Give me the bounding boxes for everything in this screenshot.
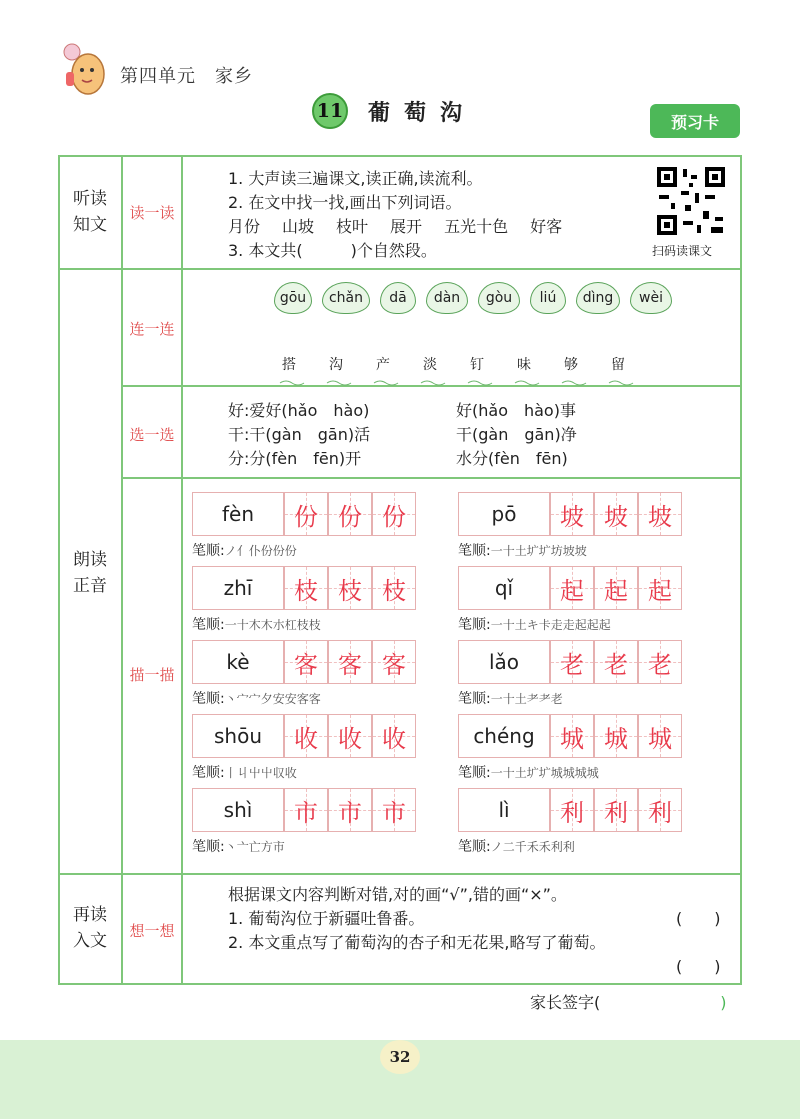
pinyin-leaf[interactable]: chǎn	[322, 282, 370, 314]
trace-character: 老	[648, 650, 672, 679]
trace-character: 枝	[294, 576, 318, 605]
think-instruction: 根据课文内容判断对错,对的画“√”,错的画“×”。	[228, 885, 567, 904]
subsection-trace-label: 描一描	[129, 666, 175, 684]
connect-character[interactable]: 钉	[470, 357, 484, 373]
stroke-label: 笔顺:	[458, 839, 491, 855]
pinyin-leaf[interactable]: liú	[530, 282, 566, 314]
lesson-title: 葡萄沟	[368, 99, 477, 126]
stroke-order	[192, 540, 416, 560]
tracing-box[interactable]	[638, 492, 682, 536]
connect-character[interactable]: 沟	[329, 357, 343, 373]
tracing-box[interactable]	[550, 566, 594, 610]
trace-character: 市	[382, 798, 406, 827]
think-question-1: 1. 葡萄沟位于新疆吐鲁番。	[228, 909, 425, 928]
tracing-box[interactable]	[328, 714, 372, 758]
pinyin-leaf[interactable]: gōu	[274, 282, 312, 314]
connect-character[interactable]: 搭	[282, 357, 296, 373]
trace-character: 利	[648, 798, 672, 827]
divider	[121, 477, 742, 479]
character-row	[274, 354, 633, 374]
qr-caption: 扫码读课文	[652, 244, 713, 258]
tracing-box[interactable]	[594, 788, 638, 832]
stroke-label: 笔顺:	[192, 617, 225, 633]
read-line-2: 2. 在文中找一找,画出下列词语。	[228, 193, 462, 212]
word-list	[228, 214, 562, 237]
stroke-order	[458, 836, 682, 856]
word: 枝叶	[336, 217, 369, 236]
word: 展开	[390, 217, 423, 236]
pinyin-box: kè	[192, 640, 284, 684]
tracing-box[interactable]	[594, 714, 638, 758]
trace-character: 起	[560, 576, 584, 605]
tracing-box[interactable]	[550, 714, 594, 758]
trace-item	[458, 714, 682, 782]
tracing-box[interactable]	[594, 492, 638, 536]
subsection-connect-label: 连一连	[129, 320, 175, 338]
choose-left-3[interactable]: 分:分(fèn fēn)开	[228, 449, 362, 468]
pinyin-box: fèn	[192, 492, 284, 536]
stroke-label: 笔顺:	[192, 543, 225, 559]
pinyin-leaf[interactable]: dā	[380, 282, 416, 314]
pinyin-box: lǎo	[458, 640, 550, 684]
pinyin-box: chéng	[458, 714, 550, 758]
stroke-order	[458, 688, 682, 708]
stroke-order	[458, 762, 682, 782]
trace-character: 客	[294, 650, 318, 679]
word: 五光十色	[444, 217, 509, 236]
trace-character: 份	[294, 502, 318, 531]
stroke-label: 笔顺:	[458, 765, 491, 781]
trace-item	[192, 566, 416, 634]
trace-character: 市	[294, 798, 318, 827]
trace-character: 份	[338, 502, 362, 531]
pinyin-box: shì	[192, 788, 284, 832]
stroke-label: 笔顺:	[192, 765, 225, 781]
pinyin-box: pō	[458, 492, 550, 536]
word: 月份	[228, 217, 261, 236]
signature-close: )	[720, 993, 727, 1012]
tracing-box[interactable]	[284, 640, 328, 684]
pinyin-box: shōu	[192, 714, 284, 758]
stroke-label: 笔顺:	[192, 691, 225, 707]
trace-character: 收	[294, 724, 318, 753]
tracing-box[interactable]	[372, 566, 416, 610]
read-line-1: 1. 大声读三遍课文,读正确,读流利。	[228, 169, 483, 188]
word: 山坡	[282, 217, 315, 236]
read-line-3-prefix: 3. 本文共(	[228, 241, 303, 260]
connect-character[interactable]: 留	[611, 357, 625, 373]
stroke-label: 笔顺:	[458, 617, 491, 633]
choose-left-2[interactable]: 干:干(gàn gān)活	[228, 425, 371, 444]
trace-character: 坡	[604, 502, 628, 531]
stroke-sequence: 丶宀宀夕安安客客	[224, 692, 321, 706]
answer-paren-1[interactable]: ( )	[676, 909, 721, 928]
trace-character: 份	[382, 502, 406, 531]
pinyin-box: lì	[458, 788, 550, 832]
read-line-3	[228, 238, 437, 261]
divider	[181, 155, 183, 985]
subsection-choose-label: 选一选	[129, 426, 175, 444]
lesson-number: 11	[312, 93, 348, 129]
stroke-sequence: ノ亻仆份份份	[224, 544, 297, 558]
tracing-box[interactable]	[550, 492, 594, 536]
subsection-think-label: 想一想	[129, 922, 175, 940]
trace-item	[458, 640, 682, 708]
tracing-box[interactable]	[328, 788, 372, 832]
connect-character[interactable]: 味	[517, 357, 531, 373]
choose-right-2[interactable]: 干(gàn gān)净	[456, 425, 577, 444]
trace-character: 老	[604, 650, 628, 679]
answer-paren-2[interactable]: ( )	[676, 957, 721, 976]
trace-character: 收	[382, 724, 406, 753]
tracing-box[interactable]	[550, 640, 594, 684]
pinyin-leaves	[274, 282, 672, 314]
stroke-sequence: ノ二千禾禾利利	[490, 840, 575, 854]
divider	[58, 873, 742, 875]
stroke-sequence: 一十木木朩杠枝枝	[224, 618, 321, 632]
tracing-box[interactable]	[638, 788, 682, 832]
preview-card-badge: 预习卡	[650, 104, 740, 138]
stroke-sequence: 一十土キ卡走走起起起	[490, 618, 611, 632]
stroke-label: 笔顺:	[192, 839, 225, 855]
tracing-box[interactable]	[284, 714, 328, 758]
pinyin-box: qǐ	[458, 566, 550, 610]
trace-item	[192, 492, 416, 560]
tracing-box[interactable]	[284, 492, 328, 536]
trace-character: 市	[338, 798, 362, 827]
trace-character: 城	[560, 724, 584, 753]
section-reread: 再读 入文	[73, 905, 107, 951]
lesson-heading	[312, 93, 476, 129]
signature-label: 家长签字(	[530, 993, 601, 1012]
pinyin-leaf[interactable]: dìng	[576, 282, 620, 314]
connect-character[interactable]: 够	[564, 357, 578, 373]
trace-item	[192, 640, 416, 708]
stroke-order	[192, 762, 416, 782]
choose-left-1[interactable]: 好:爱好(hǎo hào)	[228, 401, 370, 420]
leaf-decoration	[274, 372, 664, 380]
trace-character: 坡	[648, 502, 672, 531]
tracing-box[interactable]	[284, 788, 328, 832]
trace-item	[458, 566, 682, 634]
tracing-box[interactable]	[372, 492, 416, 536]
stroke-order	[458, 614, 682, 634]
tracing-box[interactable]	[372, 714, 416, 758]
section-read-aloud: 朗读 正音	[73, 550, 107, 596]
tracing-box[interactable]	[372, 640, 416, 684]
trace-character: 利	[560, 798, 584, 827]
trace-character: 起	[604, 576, 628, 605]
tracing-box[interactable]	[550, 788, 594, 832]
connect-character[interactable]: 产	[376, 357, 390, 373]
stroke-order	[192, 836, 416, 856]
trace-item	[192, 714, 416, 782]
pinyin-leaf[interactable]: dàn	[426, 282, 468, 314]
tracing-box[interactable]	[638, 714, 682, 758]
tracing-box[interactable]	[328, 640, 372, 684]
trace-character: 坡	[560, 502, 584, 531]
tracing-box[interactable]	[638, 640, 682, 684]
stroke-sequence: 一十土耂耂老	[490, 692, 563, 706]
stroke-label: 笔顺:	[458, 543, 491, 559]
think-question-2: 2. 本文重点写了葡萄沟的杏子和无花果,略写了葡萄。	[228, 933, 606, 952]
stroke-sequence: 一十土圹圹坊坡坡	[490, 544, 587, 558]
pinyin-leaf[interactable]: gòu	[478, 282, 520, 314]
trace-character: 客	[338, 650, 362, 679]
stroke-sequence: 一十土圹圹城城城城	[490, 766, 599, 780]
tracing-box[interactable]	[328, 566, 372, 610]
trace-character: 枝	[338, 576, 362, 605]
trace-character: 起	[648, 576, 672, 605]
qr-code-icon[interactable]	[655, 165, 727, 237]
word: 好客	[530, 217, 563, 236]
trace-item	[458, 788, 682, 856]
tracing-box[interactable]	[372, 788, 416, 832]
choose-right-3[interactable]: 水分(fèn fēn)	[456, 449, 568, 468]
choose-right-1[interactable]: 好(hǎo hào)事	[456, 401, 576, 420]
trace-item	[192, 788, 416, 856]
trace-character: 利	[604, 798, 628, 827]
trace-character: 城	[648, 724, 672, 753]
stroke-order	[458, 540, 682, 560]
trace-character: 枝	[382, 576, 406, 605]
page-number: 32	[380, 1040, 420, 1074]
trace-character: 客	[382, 650, 406, 679]
trace-character: 收	[338, 724, 362, 753]
section-listen-read: 听读 知文	[73, 189, 107, 235]
read-line-3-suffix: )个自然段。	[350, 241, 437, 260]
unit-title: 第四单元 家乡	[120, 66, 253, 87]
tracing-box[interactable]	[638, 566, 682, 610]
divider	[121, 155, 123, 985]
stroke-sequence: 丶亠亡方市	[224, 840, 285, 854]
trace-character: 城	[604, 724, 628, 753]
parent-signature[interactable]	[530, 990, 727, 1013]
tracing-box[interactable]	[328, 492, 372, 536]
stroke-order	[192, 688, 416, 708]
trace-character: 老	[560, 650, 584, 679]
tracing-box[interactable]	[284, 566, 328, 610]
tracing-box[interactable]	[594, 640, 638, 684]
mascot-illustration	[58, 42, 110, 102]
stroke-order	[192, 614, 416, 634]
pinyin-leaf[interactable]: wèi	[630, 282, 672, 314]
divider	[58, 268, 742, 270]
pinyin-box: zhī	[192, 566, 284, 610]
stroke-label: 笔顺:	[458, 691, 491, 707]
trace-item	[458, 492, 682, 560]
tracing-box[interactable]	[594, 566, 638, 610]
connect-character[interactable]: 淡	[423, 357, 437, 373]
stroke-sequence: 丨丩屮屮収收	[224, 766, 297, 780]
subsection-read-label: 读一读	[129, 204, 175, 222]
